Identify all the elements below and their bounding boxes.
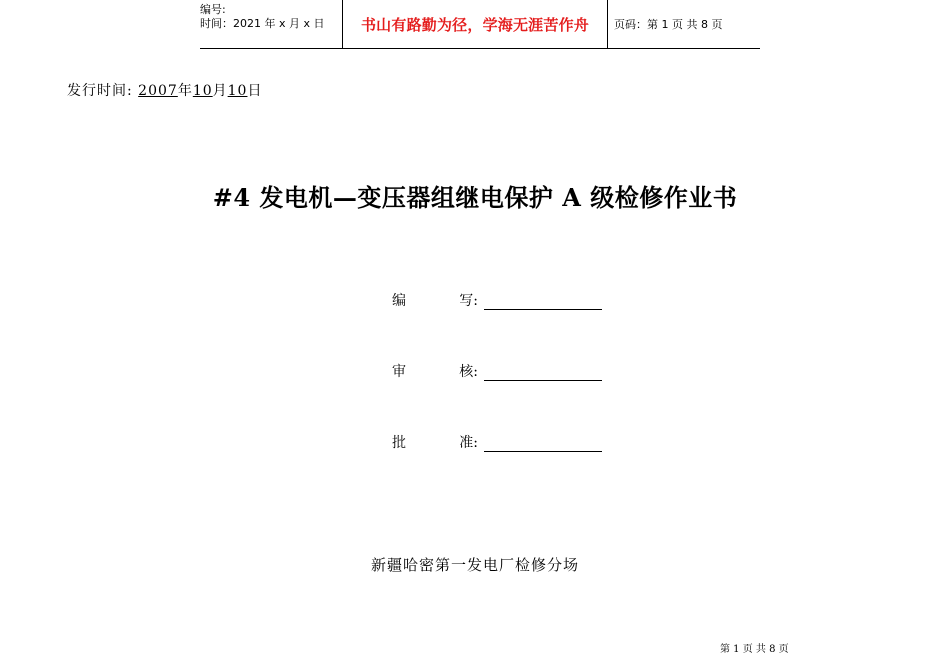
header-time-label: 时间：2021 年 x 月 x 日 <box>200 17 325 30</box>
header-meta <box>200 0 342 48</box>
release-month-unit: 月 <box>212 83 228 99</box>
release-date <box>67 80 262 100</box>
signature-row-reviewer <box>392 361 602 381</box>
company-name: 新疆哈密第一发电厂检修分场 <box>370 556 579 574</box>
signature-label-char2: 核: <box>459 364 478 380</box>
header-page-info: 页码：第 1 页 共 8 页 <box>614 18 723 31</box>
signature-row-approver <box>392 432 602 452</box>
header-code-label: 编号: <box>200 3 226 16</box>
release-year-unit: 年 <box>177 83 193 99</box>
signature-label-char1: 审 <box>392 364 406 380</box>
release-year: 2007 <box>138 83 178 99</box>
signature-line-author[interactable] <box>484 293 602 310</box>
signature-label-char1: 批 <box>392 435 406 451</box>
page-header <box>200 0 760 49</box>
release-month: 10 <box>192 83 213 99</box>
signature-label-char2: 准: <box>459 435 478 451</box>
release-day: 10 <box>227 83 248 99</box>
release-label: 发行时间: <box>67 83 133 99</box>
footer-page-number: 第 1 页 共 8 页 <box>720 644 789 655</box>
signature-label-char2: 写: <box>459 293 478 309</box>
signature-row-author <box>392 290 602 310</box>
signature-line-approver[interactable] <box>484 435 602 452</box>
release-day-unit: 日 <box>247 83 263 99</box>
document-title: #4 发电机—变压器组继电保护 A 级检修作业书 <box>212 183 738 212</box>
signature-line-reviewer[interactable] <box>484 364 602 381</box>
signature-label-char1: 编 <box>392 293 406 309</box>
header-motto: 书山有路勤为径，学海无涯苦作舟 <box>342 0 608 48</box>
